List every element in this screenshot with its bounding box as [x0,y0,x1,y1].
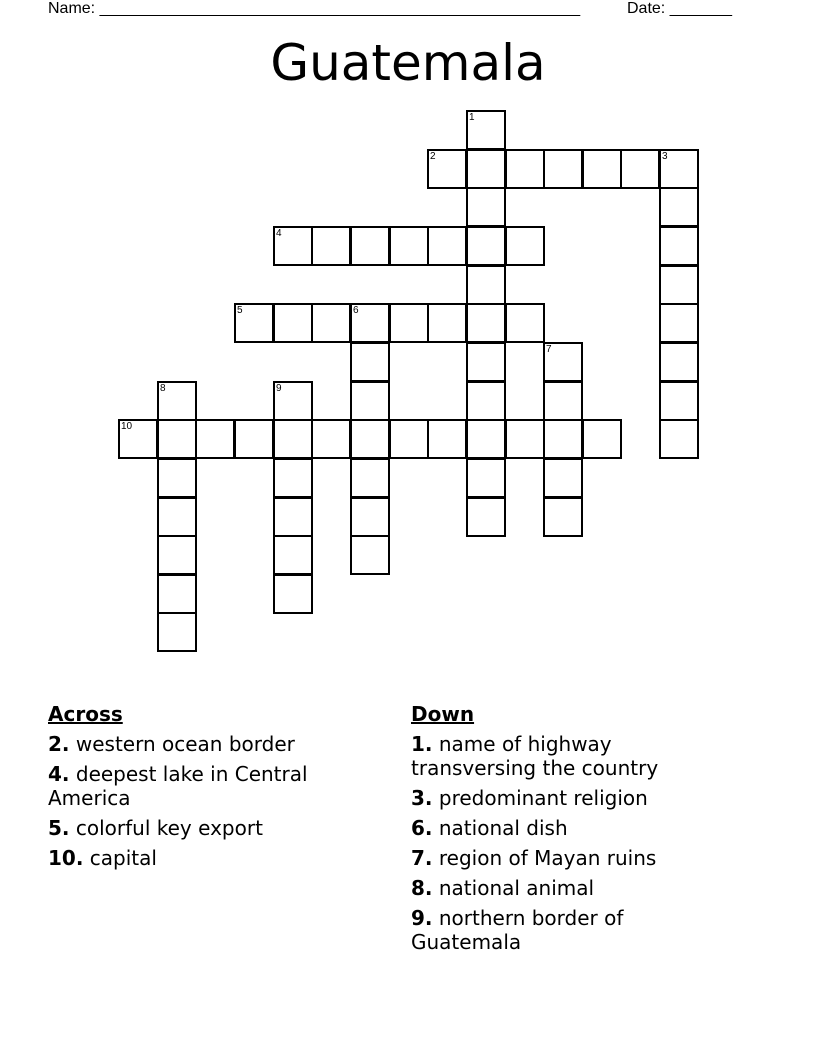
grid-cell[interactable] [659,381,699,421]
grid-cell[interactable] [427,226,467,266]
grid-cell[interactable] [543,497,583,537]
clue-number-label: 3. [411,786,433,810]
clue-text: national animal [432,876,595,900]
grid-cell[interactable] [350,535,390,575]
grid-cell[interactable] [234,419,274,459]
grid-cell[interactable] [659,226,699,266]
across-clue [48,846,378,870]
clue-number-label: 2. [48,732,70,756]
grid-cell[interactable] [505,303,545,343]
grid-cell[interactable] [543,419,583,459]
clue-number-label: 5. [48,816,70,840]
down-clue [411,816,711,840]
clue-number: 8 [160,383,166,394]
grid-cell[interactable] [659,419,699,459]
grid-cell[interactable] [118,419,158,459]
across-clue [48,732,378,756]
clue-number-label: 10. [48,846,84,870]
clue-number-label: 6. [411,816,433,840]
clue-number: 6 [353,305,359,316]
clue-number: 2 [430,151,436,162]
grid-cell[interactable] [466,149,506,189]
grid-cell[interactable] [543,381,583,421]
grid-cell[interactable] [505,226,545,266]
grid-cell[interactable] [157,535,197,575]
grid-cell[interactable] [350,497,390,537]
grid-cell[interactable] [505,419,545,459]
grid-cell[interactable] [311,226,351,266]
grid-cell[interactable] [466,303,506,343]
grid-cell[interactable] [543,458,583,498]
grid-cell[interactable] [389,303,429,343]
grid-cell[interactable] [582,149,622,189]
down-clue [411,846,711,870]
across-clues [48,700,378,876]
grid-cell[interactable] [659,265,699,305]
across-clue [48,816,378,840]
clue-number: 9 [276,383,282,394]
clue-number-label: 8. [411,876,433,900]
clue-number: 1 [469,112,475,123]
down-clue [411,786,711,810]
clue-number-label: 4. [48,762,70,786]
clue-text: name of highway transversing the country [411,732,659,780]
clue-text: colorful key export [69,816,263,840]
clue-text: northern border of Guatemala [411,906,624,954]
across-clue-list [48,732,378,870]
grid-cell[interactable] [466,497,506,537]
clue-text: predominant religion [432,786,648,810]
grid-cell[interactable] [234,303,274,343]
grid-cell[interactable] [273,419,313,459]
clue-number-label: 9. [411,906,433,930]
grid-cell[interactable] [157,497,197,537]
grid-cell[interactable] [389,226,429,266]
grid-cell[interactable] [157,419,197,459]
grid-cell[interactable] [273,226,313,266]
down-clue [411,906,711,954]
down-clue [411,876,711,900]
grid-cell[interactable] [659,149,699,189]
grid-cell[interactable] [273,381,313,421]
grid-cell[interactable] [157,574,197,614]
clue-number-label: 1. [411,732,433,756]
clue-number-label: 7. [411,846,433,870]
grid-cell[interactable] [350,303,390,343]
grid-cell[interactable] [466,419,506,459]
clue-text: western ocean border [69,732,295,756]
puzzle-title: Guatemala [270,34,546,92]
grid-cell[interactable] [350,419,390,459]
clue-number: 7 [546,344,552,355]
grid-cell[interactable] [466,342,506,382]
grid-cell[interactable] [466,381,506,421]
grid-cell[interactable] [466,187,506,227]
clue-text: deepest lake in Central America [48,762,308,810]
across-heading: Across [48,702,123,726]
grid-cell[interactable] [582,419,622,459]
clue-number: 5 [237,305,243,316]
grid-cell[interactable] [195,419,235,459]
clue-text: national dish [432,816,568,840]
down-clues [411,700,711,960]
down-clue [411,732,711,780]
across-clue [48,762,378,810]
grid-cell[interactable] [273,535,313,575]
grid-cell[interactable] [659,342,699,382]
grid-cell[interactable] [157,458,197,498]
clue-text: capital [83,846,157,870]
grid-cell[interactable] [466,110,506,150]
grid-cell[interactable] [311,303,351,343]
grid-cell[interactable] [350,226,390,266]
grid-cell[interactable] [311,419,351,459]
grid-cell[interactable] [543,342,583,382]
date-field-label[interactable]: Date: _______ [627,0,732,17]
grid-cell[interactable] [427,303,467,343]
grid-cell[interactable] [273,497,313,537]
clue-number: 4 [276,228,282,239]
down-heading: Down [411,702,475,726]
clue-text: region of Mayan ruins [432,846,657,870]
grid-cell[interactable] [466,265,506,305]
grid-cell[interactable] [659,187,699,227]
grid-cell[interactable] [350,342,390,382]
grid-cell[interactable] [389,419,429,459]
grid-cell[interactable] [505,149,545,189]
clue-number: 3 [662,151,668,162]
grid-cell[interactable] [273,574,313,614]
down-clue-list [411,732,711,954]
clue-number: 10 [121,421,133,432]
grid-cell[interactable] [350,458,390,498]
grid-cell[interactable] [466,226,506,266]
grid-cell[interactable] [427,419,467,459]
grid-cell[interactable] [157,381,197,421]
grid-cell[interactable] [273,458,313,498]
grid-cell[interactable] [620,149,660,189]
grid-cell[interactable] [659,303,699,343]
grid-cell[interactable] [350,381,390,421]
grid-cell[interactable] [466,458,506,498]
grid-cell[interactable] [273,303,313,343]
grid-cell[interactable] [427,149,467,189]
grid-cell[interactable] [543,149,583,189]
grid-cell[interactable] [157,612,197,652]
name-field-label[interactable]: Name: ______________________________________________________ [48,0,581,17]
